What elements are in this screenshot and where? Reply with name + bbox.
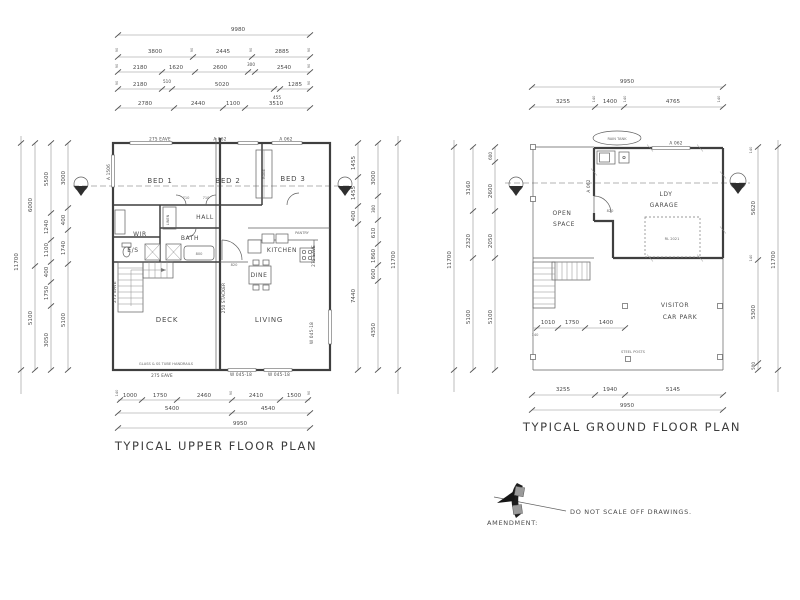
dim-text: 3000 xyxy=(61,170,67,186)
room-label-open: OPEN xyxy=(552,210,572,217)
dim-text: 500 xyxy=(751,362,756,370)
dim-spacer: 90 xyxy=(115,47,119,53)
dim-text: 1860 xyxy=(371,248,377,264)
dim-text: 1455 xyxy=(351,155,357,171)
garage-window xyxy=(652,147,690,150)
ground-stairs xyxy=(533,262,590,308)
dim-spacer: 140 xyxy=(749,254,753,262)
room-label-bed2: BED 2 xyxy=(215,177,241,185)
dim-text: 2460 xyxy=(196,393,212,399)
dim-text: 300 xyxy=(371,205,376,213)
dim-text: 5020 xyxy=(214,82,230,88)
ground-floor-plan xyxy=(447,79,781,434)
handrail-note: GLASS & SS TUBE HANDRAILS xyxy=(138,362,194,366)
upper-dims-bottom xyxy=(115,389,313,431)
dim-text: 1940 xyxy=(602,387,618,393)
dim-text: 400 xyxy=(61,214,67,226)
room-label-robe: ROBE xyxy=(262,168,266,180)
laundry-fixtures xyxy=(597,151,629,164)
room-label-bath: BATH xyxy=(180,235,200,242)
dim-spacer: 140 xyxy=(592,95,596,103)
rain-tank-label: RAIN TANK xyxy=(607,137,627,141)
dim-text: 400 xyxy=(351,210,357,222)
dim-text: 6000 xyxy=(28,197,34,213)
dim-spacer: 90 xyxy=(115,80,119,86)
dim-text: 11700 xyxy=(14,253,20,271)
dim-text: 2540 xyxy=(276,65,292,71)
dim-text: 3000 xyxy=(371,170,377,186)
dim-text: 11700 xyxy=(391,251,397,269)
dim-text: 9980 xyxy=(230,27,246,33)
dim-text: 11700 xyxy=(447,251,453,269)
upper-stairs xyxy=(118,262,173,312)
dim-spacer: 140 xyxy=(531,333,539,337)
steel-posts-label: STEEL POSTS xyxy=(621,350,645,354)
dim-text: 2445 xyxy=(215,49,231,55)
dim-text: 2440 xyxy=(190,101,206,107)
bath-800: 800 xyxy=(195,252,203,256)
amendment-block xyxy=(487,483,692,527)
dim-text: 2180 xyxy=(132,82,148,88)
room-label-bed1: BED 1 xyxy=(147,177,173,185)
dim-text: 2885 xyxy=(274,49,290,55)
upper-floor-plan xyxy=(14,27,401,453)
eave-note-right: 275 EAVE xyxy=(311,245,316,267)
dim-text: 2600 xyxy=(212,65,228,71)
dim-text: 5145 xyxy=(665,387,681,393)
dim-text: 300 xyxy=(247,62,255,67)
room-label-carpark: CAR PARK xyxy=(662,314,698,321)
dim-text: 1100 xyxy=(44,242,50,258)
dim-text: 7440 xyxy=(351,288,357,304)
dim-text: 5100 xyxy=(466,309,472,325)
datum-marker-left xyxy=(74,177,88,196)
dim-text: 1750 xyxy=(44,285,50,301)
garage-window-label: A 062 xyxy=(669,140,683,146)
upper-plan-title: TYPICAL UPPER FLOOR PLAN xyxy=(114,439,318,453)
room-label-bed3: BED 3 xyxy=(280,175,306,183)
dim-spacer: 90 xyxy=(307,63,311,69)
dim-text: 5300 xyxy=(751,304,757,320)
dim-spacer: 140 xyxy=(749,146,753,154)
dim-text: 2320 xyxy=(466,233,472,249)
datum-marker-ground-right xyxy=(730,173,746,194)
dim-text: 3255 xyxy=(555,387,571,393)
dim-text: 5100 xyxy=(61,312,67,328)
stacker-door-label: 250 STACKER xyxy=(221,282,226,314)
room-label-ldy: LDY xyxy=(659,191,673,198)
dim-spacer: 90 xyxy=(115,63,119,69)
dim-spacer: 90 xyxy=(307,80,311,86)
dim-spacer: 90 xyxy=(190,47,194,53)
do-not-scale-note: DO NOT SCALE OFF DRAWINGS. xyxy=(570,508,692,516)
ground-door-820: 820 xyxy=(606,209,614,213)
dim-text: 9950 xyxy=(619,403,635,409)
room-label-dine: DINE xyxy=(250,272,268,279)
window-label-a062-1: A 062 xyxy=(213,136,227,142)
dim-text: 9950 xyxy=(619,79,635,85)
eave-note-left: 275 EAVE xyxy=(112,281,117,303)
dim-text: 1285 xyxy=(287,82,303,88)
dim-text: 400 xyxy=(44,266,50,278)
ground-dims-inner xyxy=(532,320,628,337)
dim-spacer: 140 xyxy=(115,389,119,397)
dim-text: 3050 xyxy=(44,332,50,348)
room-label-living: LIVING xyxy=(254,316,284,324)
upper-dims-right xyxy=(351,136,401,394)
dim-text: 1750 xyxy=(564,320,580,326)
window-label-w045-right: W 045-18 xyxy=(309,322,314,344)
window-label-w045-b2: W 045-18 xyxy=(268,372,290,377)
room-label-space: SPACE xyxy=(552,221,576,228)
dim-text: 3255 xyxy=(555,99,571,105)
dim-text: 5620 xyxy=(751,200,757,216)
dim-text: 2410 xyxy=(248,393,264,399)
dim-text: 1750 xyxy=(152,393,168,399)
dim-text: 1620 xyxy=(168,65,184,71)
room-label-hall: HALL xyxy=(196,214,214,221)
dim-text: 5100 xyxy=(488,309,494,325)
ground-plan-title: TYPICAL GROUND FLOOR PLAN xyxy=(522,420,742,434)
datum-marker-right xyxy=(338,177,352,196)
dim-spacer: 90 xyxy=(229,390,233,396)
window-label-a1506: A 1506 xyxy=(106,163,111,181)
eave-note-top: 275 EAVE xyxy=(149,136,171,142)
garage-wall-label: A 062 xyxy=(586,179,591,193)
door-710-b: 710 xyxy=(202,196,210,200)
room-label-kitchen: KITCHEN xyxy=(266,247,298,254)
room-label-deck: DECK xyxy=(155,316,179,324)
dim-spacer: 90 xyxy=(249,47,253,53)
dim-text: 3160 xyxy=(466,180,472,196)
dim-text: 610 xyxy=(371,227,377,239)
amendment-label: AMENDMENT: xyxy=(487,519,539,527)
dim-text: 2180 xyxy=(132,65,148,71)
window-label-a062-2: A 062 xyxy=(279,136,293,142)
dim-spacer: 90 xyxy=(307,47,311,53)
dim-text: 1010 xyxy=(540,320,556,326)
window-label-w045-b1: W 045-18 xyxy=(230,372,252,377)
ground-dims-top xyxy=(529,79,726,110)
dim-text: 4350 xyxy=(371,322,377,338)
dim-text: 3510 xyxy=(268,101,284,107)
dim-text: 3800 xyxy=(147,49,163,55)
north-logo xyxy=(497,483,525,518)
dim-spacer: 140 xyxy=(717,95,721,103)
dim-text: 1000 xyxy=(122,393,138,399)
dim-text: 5100 xyxy=(28,310,34,326)
dim-text: 1500 xyxy=(286,393,302,399)
door-820: 820 xyxy=(230,263,238,267)
dim-text: 1400 xyxy=(598,320,614,326)
room-label-pantry: PANTRY xyxy=(295,231,309,235)
door-710-a: 710 xyxy=(182,196,190,200)
dim-text: 1240 xyxy=(44,219,50,235)
dim-text: 2600 xyxy=(488,183,494,199)
upper-dims-top xyxy=(115,27,313,111)
ground-dims-right xyxy=(749,140,781,392)
rl-label: RL 2021 xyxy=(664,237,680,241)
upper-dims-left xyxy=(14,136,71,394)
dim-text: 2050 xyxy=(488,233,494,249)
dim-text: 1100 xyxy=(225,101,241,107)
dim-text: 455 xyxy=(273,95,281,100)
dim-text: 1455 xyxy=(351,185,357,201)
dim-text: 4765 xyxy=(665,99,681,105)
dim-text: 11700 xyxy=(771,251,777,269)
dim-spacer: 90 xyxy=(307,390,311,396)
dim-text: 600 xyxy=(488,152,493,160)
dim-text: 9950 xyxy=(232,421,248,427)
dim-text: 5500 xyxy=(44,171,50,187)
dim-text: 5400 xyxy=(164,406,180,412)
dim-text: 510 xyxy=(163,79,171,84)
steel-posts xyxy=(531,145,723,362)
ground-dims-bottom xyxy=(529,387,726,413)
dim-text: 1740 xyxy=(61,240,67,256)
dim-text: 2780 xyxy=(137,101,153,107)
dim-text: 600 xyxy=(371,268,377,280)
dim-text: 4540 xyxy=(260,406,276,412)
room-label-wir: WIR xyxy=(133,231,147,238)
eave-note-bottom: 275 EAVE xyxy=(151,373,173,378)
dim-spacer: 140 xyxy=(623,95,627,103)
wir-shelf xyxy=(115,210,125,234)
room-label-visitor: VISITOR xyxy=(660,302,690,309)
datum-marker-ground-left xyxy=(509,177,523,196)
ground-dims-left xyxy=(447,140,498,392)
dim-text: 1400 xyxy=(602,99,618,105)
room-label-garage: GARAGE xyxy=(649,202,679,209)
rain-tank xyxy=(593,131,641,145)
room-label-linen: LINEN xyxy=(166,214,170,226)
room-label-es: E/S xyxy=(127,247,139,254)
